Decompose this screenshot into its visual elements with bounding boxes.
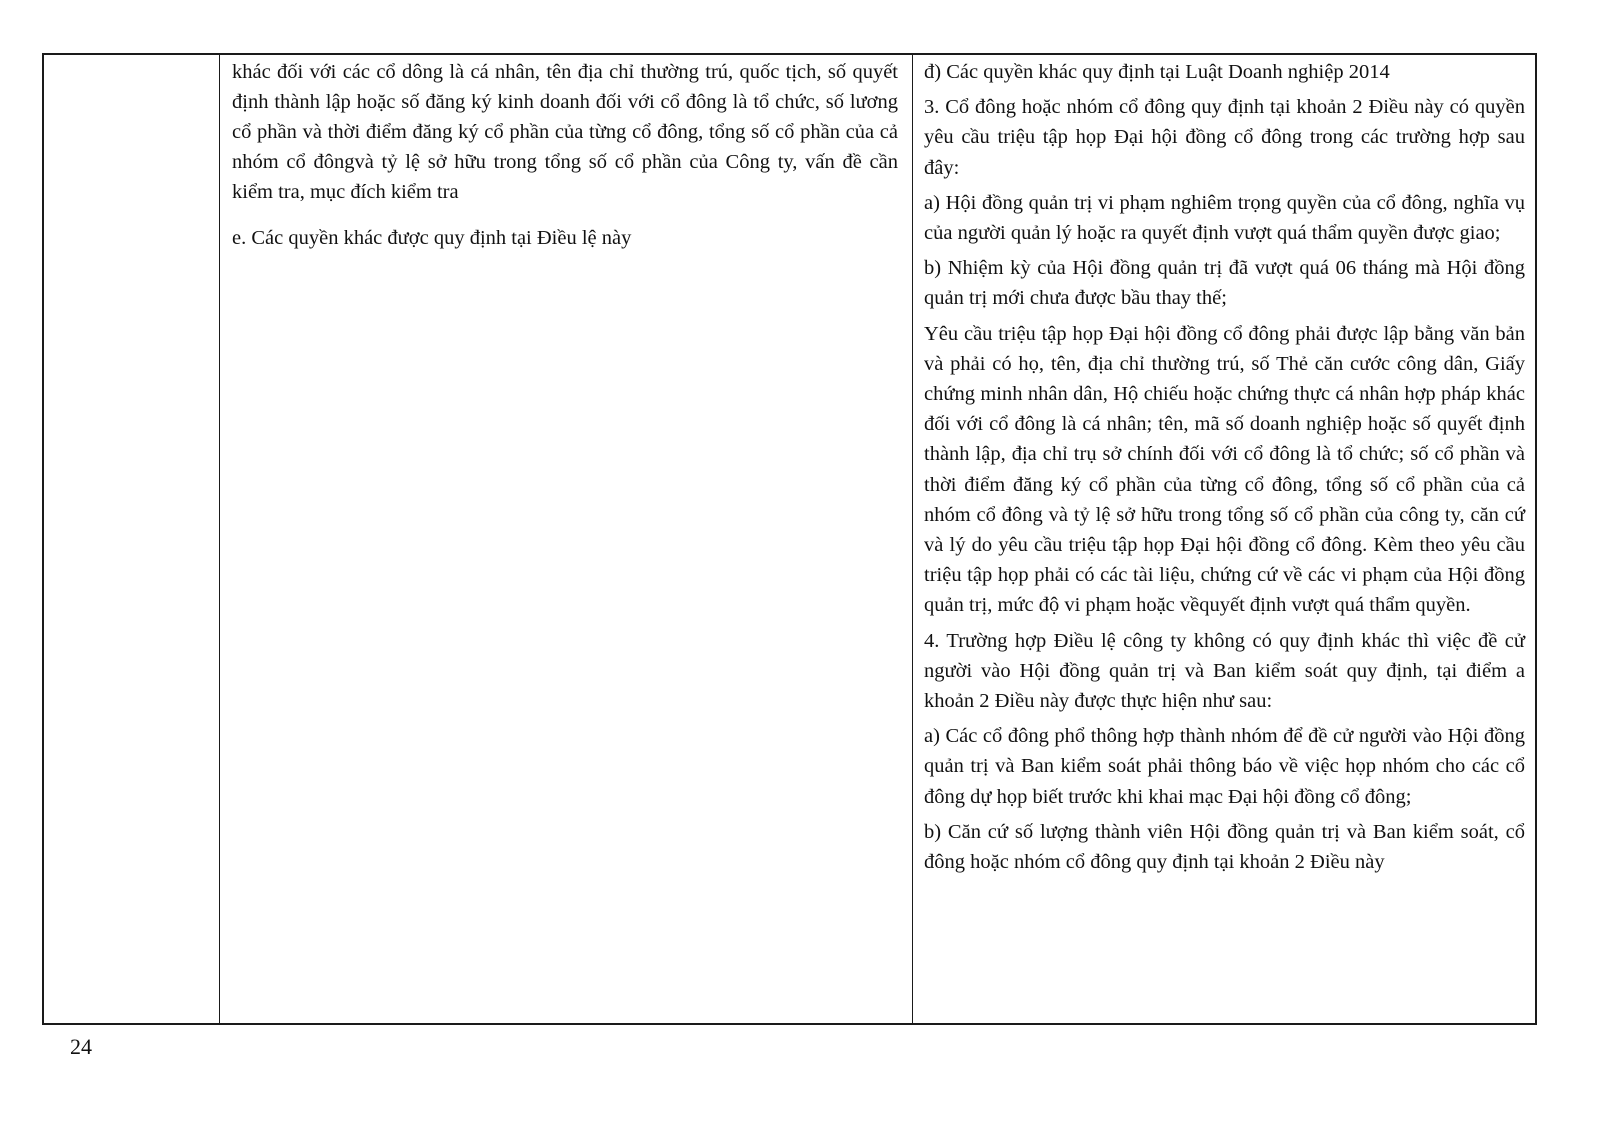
paragraph: khác đối với các cổ dông là cá nhân, tên địa chỉ thường trú, quốc tịch, số quyết định thành lập hoặc số đăng ký kinh doanh đối với cổ đông là tổ chức, số lương cổ phần và thời điểm đăng ký cổ phần của từng cổ đông, tổng số cổ phần của cả nhóm cổ đôngvà tỷ lệ sở hữu trong tổng số cổ phần của Công ty, vấn đề cần kiểm tra, mục đích kiểm tra xyxy=(232,61,898,203)
table-column-middle xyxy=(220,55,913,1023)
paragraph: b) Nhiệm kỳ của Hội đồng quản trị đã vượt quá 06 tháng mà Hội đồng quản trị mới chưa được bầu thay thế; xyxy=(924,257,1525,310)
table-column-empty xyxy=(44,55,220,1023)
paragraph: b) Căn cứ số lượng thành viên Hội đồng quản trị và Ban kiểm soát, cổ đông hoặc nhóm cổ đông quy định tại khoản 2 Điều này xyxy=(924,820,1525,874)
paragraph: 3. Cổ đông hoặc nhóm cổ đông quy định tại khoản 2 Điều này có quyền yêu cầu triệu tập họp Đại hội đồng cổ đông trong các trường hợp sau đây: xyxy=(924,96,1525,179)
paragraph: 4. Trường hợp Điều lệ công ty không có quy định khác thì việc đề cử người vào Hội đồng quản trị và Ban kiểm soát quy định, tại điểm a khoản 2 Điều này được thực hiện như sau: xyxy=(924,629,1525,713)
paragraph: đ) Các quyền khác quy định tại Luật Doanh nghiệp 2014 xyxy=(924,61,1390,83)
page-number: 24 xyxy=(70,1034,92,1059)
document-table xyxy=(42,53,1537,1025)
paragraph: a) Các cổ đông phổ thông hợp thành nhóm để đề cử người vào Hội đồng quản trị và Ban kiểm soát phải thông báo về việc họp nhóm cho các cổ đông dự họp biết trước khi khai mạc Đại hội đồng cổ đông; xyxy=(924,725,1525,808)
paragraph: Yêu cầu triệu tập họp Đại hội đồng cổ đông phải được lập bằng văn bản và phải có họ, tên, địa chỉ thường trú, số Thẻ căn cước công dân, Giấy chứng minh nhân dân, Hộ chiếu hoặc chứng thực cá nhân hợp pháp khác đối với cổ đông là cá nhân; tên, mã số doanh nghiệp hoặc số quyết định thành lập, địa chỉ trụ sở chính đối với cổ đông là tổ chức; số cổ phần và thời điểm đăng ký cổ phần của từng cổ đông, tổng số cổ phần của cả nhóm cổ đông và tỷ lệ sở hữu trong tổng số cổ phần của công ty, căn cứ và lý do yêu cầu triệu tập họp Đại hội đồng cổ đông. Kèm theo yêu cầu triệu tập họp phải có các tài liệu, chứng cứ về các vi phạm của Hội đồng quản trị, mức độ vi phạm hoặc vềquyết định vượt quá thẩm quyền. xyxy=(924,322,1525,617)
paragraph: e. Các quyền khác được quy định tại Điều lệ này xyxy=(232,227,632,249)
table-column-right xyxy=(913,55,1535,1023)
paragraph: a) Hội đồng quản trị vi phạm nghiêm trọng quyền của cổ đông, nghĩa vụ của người quản lý hoặc ra quyết định vượt quá thẩm quyền được giao; xyxy=(924,191,1525,245)
